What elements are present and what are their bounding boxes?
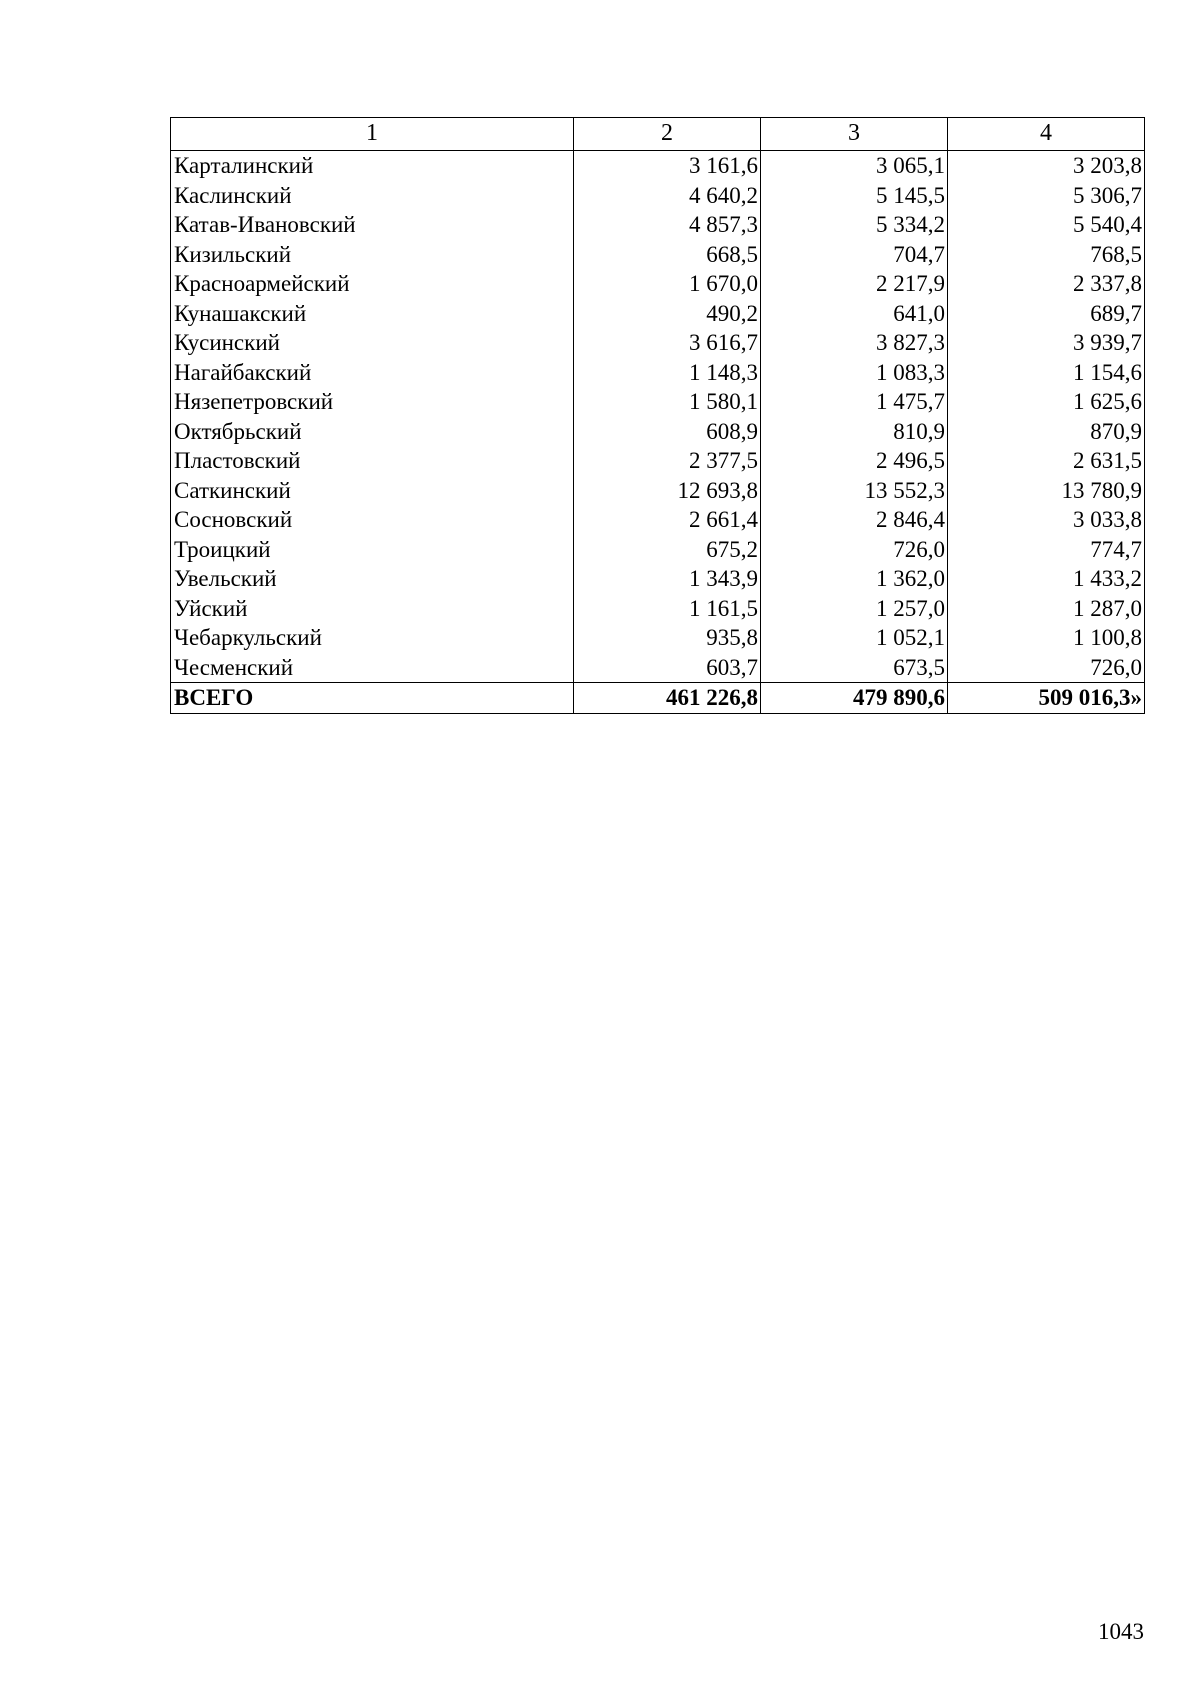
- value-cell-col-2: 675,2: [574, 535, 761, 565]
- value-cell-col-2: 490,2: [574, 299, 761, 329]
- total-row: [171, 683, 1145, 714]
- value-cell-col-2: 1 580,1: [574, 387, 761, 417]
- table-row: [171, 535, 1145, 565]
- value-cell-col-2: 12 693,8: [574, 476, 761, 506]
- value-cell-col-4: 1 287,0: [948, 594, 1145, 624]
- value-cell-col-2: 603,7: [574, 653, 761, 683]
- value-cell-col-2: 3 161,6: [574, 151, 761, 181]
- value-cell-col-4: 13 780,9: [948, 476, 1145, 506]
- table-row: [171, 564, 1145, 594]
- table-body: [171, 151, 1145, 714]
- district-name-cell: Увельский: [171, 564, 574, 594]
- value-cell-col-4: 768,5: [948, 240, 1145, 270]
- value-cell-col-2: 2 661,4: [574, 505, 761, 535]
- table-row: [171, 505, 1145, 535]
- table-header-row: [171, 118, 1145, 151]
- value-cell-col-3: 13 552,3: [761, 476, 948, 506]
- district-name-cell: Карталинский: [171, 151, 574, 181]
- value-cell-col-3: 726,0: [761, 535, 948, 565]
- value-cell-col-2: 1 161,5: [574, 594, 761, 624]
- table-row: [171, 623, 1145, 653]
- table-row: [171, 240, 1145, 270]
- table-row: [171, 328, 1145, 358]
- table-row: [171, 476, 1145, 506]
- column-header-2: 2: [574, 118, 761, 151]
- value-cell-col-3: 5 334,2: [761, 210, 948, 240]
- district-name-cell: Троицкий: [171, 535, 574, 565]
- table-row: [171, 387, 1145, 417]
- value-cell-col-3: 2 496,5: [761, 446, 948, 476]
- district-name-cell: Октябрьский: [171, 417, 574, 447]
- table-row: [171, 446, 1145, 476]
- district-name-cell: Кунашакский: [171, 299, 574, 329]
- district-name-cell: Красноармейский: [171, 269, 574, 299]
- total-value-cell-col-2: 461 226,8: [574, 683, 761, 714]
- value-cell-col-3: 1 052,1: [761, 623, 948, 653]
- value-cell-col-3: 3 827,3: [761, 328, 948, 358]
- district-name-cell: Кизильский: [171, 240, 574, 270]
- table-row: [171, 594, 1145, 624]
- value-cell-col-3: 1 475,7: [761, 387, 948, 417]
- total-label-cell: ВСЕГО: [171, 683, 574, 714]
- column-header-3: 3: [761, 118, 948, 151]
- total-value-cell-col-4: 509 016,3»: [948, 683, 1145, 714]
- value-cell-col-3: 810,9: [761, 417, 948, 447]
- value-cell-col-3: 2 217,9: [761, 269, 948, 299]
- district-name-cell: Саткинский: [171, 476, 574, 506]
- table-row: [171, 358, 1145, 388]
- value-cell-col-4: 1 100,8: [948, 623, 1145, 653]
- value-cell-col-3: 704,7: [761, 240, 948, 270]
- district-name-cell: Катав-Ивановский: [171, 210, 574, 240]
- district-name-cell: Нагайбакский: [171, 358, 574, 388]
- value-cell-col-3: 673,5: [761, 653, 948, 683]
- district-name-cell: Чесменский: [171, 653, 574, 683]
- value-cell-col-4: 870,9: [948, 417, 1145, 447]
- district-name-cell: Каслинский: [171, 181, 574, 211]
- value-cell-col-4: 5 306,7: [948, 181, 1145, 211]
- district-name-cell: Уйский: [171, 594, 574, 624]
- value-cell-col-4: 1 625,6: [948, 387, 1145, 417]
- table-row: [171, 417, 1145, 447]
- column-header-4: 4: [948, 118, 1145, 151]
- value-cell-col-4: 2 337,8: [948, 269, 1145, 299]
- district-name-cell: Нязепетровский: [171, 387, 574, 417]
- district-name-cell: Кусинский: [171, 328, 574, 358]
- district-name-cell: Пластовский: [171, 446, 574, 476]
- value-cell-col-3: 5 145,5: [761, 181, 948, 211]
- value-cell-col-3: 641,0: [761, 299, 948, 329]
- district-name-cell: Сосновский: [171, 505, 574, 535]
- value-cell-col-2: 608,9: [574, 417, 761, 447]
- value-cell-col-2: 1 148,3: [574, 358, 761, 388]
- value-cell-col-4: 689,7: [948, 299, 1145, 329]
- value-cell-col-3: 1 362,0: [761, 564, 948, 594]
- table-row: [171, 210, 1145, 240]
- value-cell-col-2: 668,5: [574, 240, 761, 270]
- value-cell-col-3: 1 083,3: [761, 358, 948, 388]
- value-cell-col-2: 935,8: [574, 623, 761, 653]
- table-row: [171, 181, 1145, 211]
- value-cell-col-4: 774,7: [948, 535, 1145, 565]
- value-cell-col-4: 1 154,6: [948, 358, 1145, 388]
- column-header-1: 1: [171, 118, 574, 151]
- table-row: [171, 653, 1145, 683]
- value-cell-col-4: 5 540,4: [948, 210, 1145, 240]
- total-value-cell-col-3: 479 890,6: [761, 683, 948, 714]
- value-cell-col-2: 3 616,7: [574, 328, 761, 358]
- table-row: [171, 151, 1145, 181]
- value-cell-col-4: 3 033,8: [948, 505, 1145, 535]
- value-cell-col-4: 726,0: [948, 653, 1145, 683]
- value-cell-col-4: 1 433,2: [948, 564, 1145, 594]
- value-cell-col-4: 3 203,8: [948, 151, 1145, 181]
- table-row: [171, 269, 1145, 299]
- value-cell-col-2: 4 857,3: [574, 210, 761, 240]
- budget-table: [170, 117, 1145, 714]
- value-cell-col-2: 1 670,0: [574, 269, 761, 299]
- district-name-cell: Чебаркульский: [171, 623, 574, 653]
- value-cell-col-3: 2 846,4: [761, 505, 948, 535]
- page-number: 1043: [1098, 1619, 1144, 1644]
- value-cell-col-2: 1 343,9: [574, 564, 761, 594]
- value-cell-col-3: 1 257,0: [761, 594, 948, 624]
- value-cell-col-2: 4 640,2: [574, 181, 761, 211]
- table-row: [171, 299, 1145, 329]
- value-cell-col-2: 2 377,5: [574, 446, 761, 476]
- value-cell-col-3: 3 065,1: [761, 151, 948, 181]
- value-cell-col-4: 2 631,5: [948, 446, 1145, 476]
- value-cell-col-4: 3 939,7: [948, 328, 1145, 358]
